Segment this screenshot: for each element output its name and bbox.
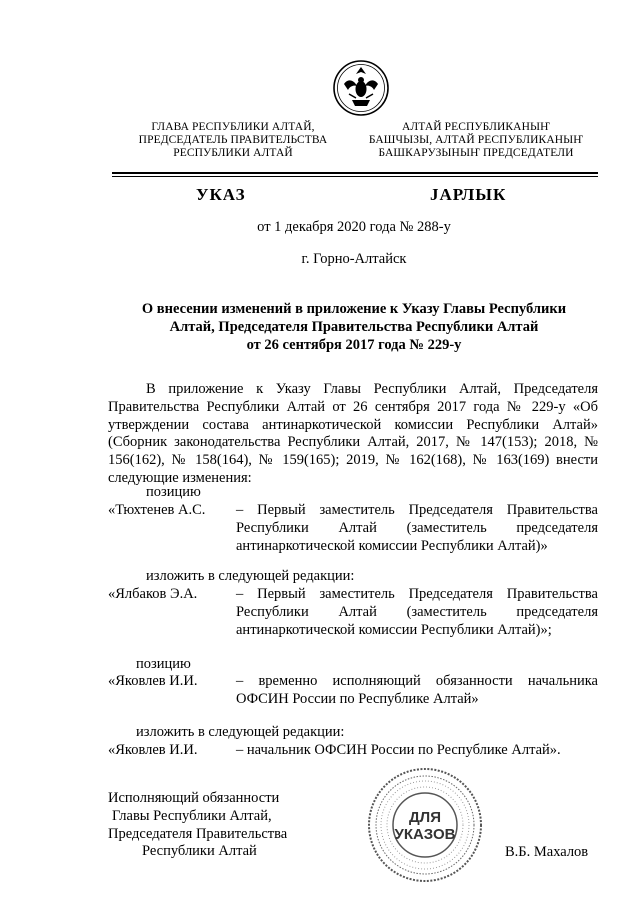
header-right-line: БАШЧЫЗЫ, АЛТАЙ РЕСПУБЛИКАНЫҤ (368, 134, 584, 146)
official-stamp (366, 766, 484, 884)
entry-description (236, 502, 598, 555)
subject-line: О внесении изменений в приложение к Указу Главы Республики (141, 301, 567, 317)
header-divider-thick (112, 172, 598, 174)
entry-name: «Ялбаков Э.А. (108, 586, 198, 602)
decree-date: от 1 декабря 2020 года № 288-у (257, 219, 451, 235)
signature-line: Исполняющий обязанности (108, 790, 280, 806)
replace-label: изложить в следующей редакции: (136, 724, 345, 740)
entry-description-rest: Республики Алтай (заместитель председателя антинаркотической комиссии Республики Алтай)»; (236, 603, 598, 638)
entry-description-first: – Первый заместитель Председателя Правительства (236, 502, 598, 518)
title-right: JАРЛЫК (430, 185, 507, 204)
signature-line: Главы Республики Алтай, (112, 807, 272, 824)
header-divider-thin (112, 176, 598, 177)
header-left-line: ПРЕДСЕДАТЕЛЬ ПРАВИТЕЛЬСТВА (138, 134, 328, 146)
header-right-line: АЛТАЙ РЕСПУБЛИКАНЫҤ (402, 121, 550, 133)
subject-line: от 26 сентября 2017 года № 229-у (246, 337, 462, 353)
position-label: позицию (136, 656, 191, 672)
intro-paragraph: В приложение к Указу Главы Республики Алтай, Председателя Правительства Республики Алтай от 26 сентября 2017 года № 229-у «Об утверждении состава антинаркотической комиссии Республики Алтай» (Сборник законодательства Республики Алтай, 2017, № 147(153); 2018, № 156(162), № 158(164), № 159(165); 2019, № 162(168), № 163(169) внести следующие изменения: (108, 381, 598, 486)
stamp-line: ДЛЯ (409, 809, 441, 826)
entry-description-text: – начальник ОФСИН России по Республике Алтай». (236, 742, 561, 758)
title-left: УКАЗ (196, 185, 246, 204)
subject-line: Алтай, Председателя Правительства Республики Алтай (169, 319, 539, 335)
position-label: позицию (146, 484, 201, 500)
entry-row (108, 502, 598, 558)
entry-name: «Тюхтенев А.С. (108, 502, 206, 518)
republic-emblem-icon (332, 58, 390, 118)
entry-description (236, 742, 598, 760)
signature-line: Республики Алтай (142, 843, 257, 860)
header-left-line: ГЛАВА РЕСПУБЛИКИ АЛТАЙ, (151, 121, 315, 133)
header-left (128, 121, 338, 160)
decree-city: г. Горно-Алтайск (301, 251, 407, 267)
entry-row (108, 586, 598, 642)
signature-block (108, 790, 298, 861)
header-right-line: БАШКАРУЗЫНЫҤ ПРЕДСЕДАТЕЛИ (378, 147, 574, 159)
entry-description-first: – Первый заместитель Председателя Правительства (236, 586, 598, 602)
entry-name: «Яковлев И.И. (108, 673, 198, 689)
stamp-line: УКАЗОВ (394, 826, 456, 843)
entry-row (108, 673, 598, 711)
header-right (352, 121, 600, 160)
replace-label: изложить в следующей редакции: (146, 568, 355, 584)
entry-name: «Яковлев И.И. (108, 742, 198, 758)
decree-subject (110, 300, 598, 354)
entry-description (236, 673, 598, 709)
signature-line: Председателя Правительства (108, 825, 288, 842)
entry-description-rest: ОФСИН России по Республике Алтай» (236, 690, 479, 707)
entry-row (108, 742, 598, 762)
signer-name: В.Б. Махалов (505, 844, 589, 860)
entry-description-rest: Республики Алтай (заместитель председателя антинаркотической комиссии Республики Алтай)» (236, 519, 598, 554)
header-left-line: РЕСПУБЛИКИ АЛТАЙ (173, 147, 293, 159)
entry-description-first: – временно исполняющий обязанности начальника (236, 673, 598, 689)
entry-description (236, 586, 598, 639)
